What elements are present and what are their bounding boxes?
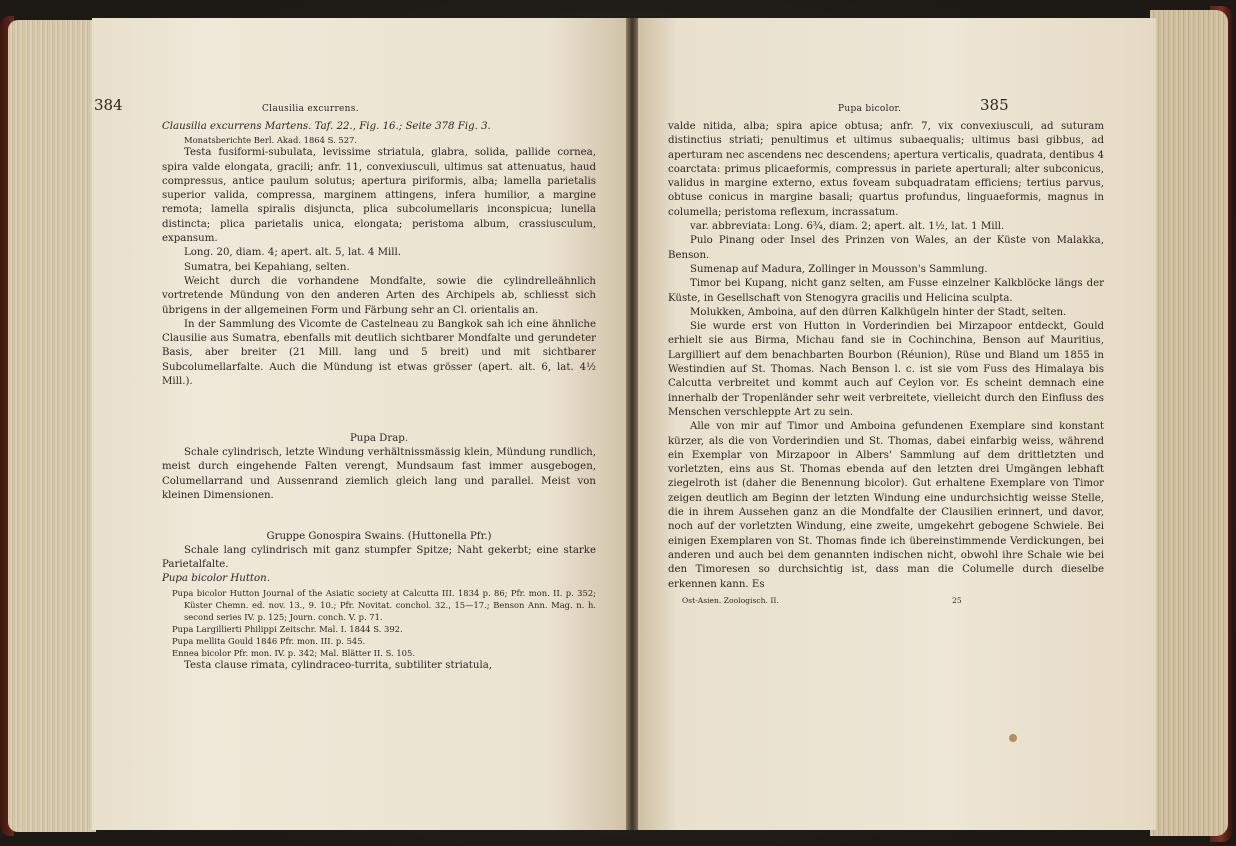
left-page-text [94, 96, 596, 673]
left_page-paragraph: Long. 20, diam. 4; apert. alt. 5, lat. 4 Mill. [184, 247, 402, 259]
page-edges-left [8, 20, 96, 832]
left_page-paragraph: Pupa Drap. [349, 432, 409, 444]
left_page-paragraph: Schale cylindrisch, letzte Windung verhältnissmässig klein, Mündung rundlich, meist durch eingehende Falten verengt, Mundsaum fast immer ausgebogen, Columellarrand und Aussenrand ziemlich gleich lang und parallel. Meist von kleinen Dimensionen. [162, 447, 596, 501]
left_page-paragraph: Sumatra, bei Kepahiang, selten. [184, 261, 350, 273]
left_page-paragraph: Pupa Largillierti Philippi Zeitschr. Mal. I. 1844 S. 392. [172, 623, 403, 634]
right_page-paragraph: Sie wurde erst von Hutton in Vorderindien bei Mirzapoor entdeckt, Gould erhielt sie aus Birma, Michau fand sie in Cochinchina, Benson auf Mauritius, Largilliert auf dem benachbarten Bourbon (Réunion), Rüse und Bland um 1855 in Westindien auf St. Thomas. Nach Benson l. c. ist sie vom Fuss des Himalaya bis Calcutta verbreitet und kommt auch auf Ceylon vor. Es scheint demnach eine innerhalb der Tropenländer sehr weit verbreitete, vielleicht durch den Einfluss des Menschen verschleppte Art zu sein. [668, 321, 1104, 418]
left_page-paragraph: Pupa bicolor Hutton. [162, 573, 270, 585]
right_page-paragraph: valde nitida, alba; spira apice obtusa; anfr. 7, vix convexiusculi, ad suturam distinctius striati; penultimus et ultimus subaequalis; ultimus basi gibbus, ad aperturam nec ascendens nec descendens; apertura verticalis, quadrata, dentibus 4 coarctata: primus plicaeformis, compressus in pariete aperturali; alter subconicus, validus in margine externo, extus foveam subquadratam efficiens; tertius parvus, obtuse conicus in margine basali; quartus profundus, linguaeformis, magnus in columella; peristoma reflexum, incrassatum. [668, 121, 1104, 218]
paper-stain [1009, 734, 1017, 742]
left-page-header [94, 96, 596, 120]
right-page-footer [668, 594, 1104, 608]
left_page-paragraph: Ennea bicolor Pfr. mon. IV. p. 342; Mal. Blätter II. S. 105. [172, 647, 415, 658]
left_page-paragraph [162, 513, 596, 519]
left_page-paragraph: In der Sammlung des Vicomte de Castelneau zu Bangkok sah ich eine ähnliche Clausilie aus Sumatra, ebenfalls mit deutlich sichtbarer Mondfalte und gerundeter Basis, aber breiter (21 Mill. lang und 5 breit) und mit sichtbarer Subcolumellarfalte. Auch die Mündung ist etwas grösser (apert. alt. 6, lat. 4½ Mill.). [162, 318, 596, 388]
left-page-body [162, 120, 596, 673]
right-page-text [668, 98, 1104, 608]
left_page-paragraph [162, 400, 596, 422]
page-edges-right [1150, 10, 1228, 836]
right_page-paragraph: var. abbreviata: Long. 6¾, diam. 2; apert. alt. 1½, lat. 1 Mill. [690, 221, 1005, 233]
left_page-paragraph: Weicht durch die vorhandene Mondfalte, sowie die cylindrelleähnlich vortretende Mündung von den anderen Arten des Archipels ab, schliesst sich übrigens in der allgemeinen Form und Färbung sehr an Cl. orientalis an. [162, 275, 596, 316]
left_page-paragraph: Schale lang cylindrisch mit ganz stumpfer Spitze; Naht gekerbt; eine starke Parietalfalte. [162, 544, 596, 571]
right-page-number: 385 [980, 96, 1009, 114]
footer-signature: Ost-Asien. Zoologisch. II. [682, 595, 779, 605]
right-running-title: Pupa bicolor. [838, 104, 902, 114]
right-page-body [668, 120, 1104, 592]
left-page-number: 384 [94, 96, 123, 114]
left_page-paragraph: Testa fusiformi-subulata, levissime striatula, glabra, solida, pallide cornea, spira valde elongata, gracili; anfr. 11, convexiusculi, ultimus sat attenuatus, haud compressus, antice paulum solutus; apertura piriformis, alba; lamella parietalis superior valida, compressa, marginem attingens, infera humilior, a margine remota; lamella spiralis disjuncta, plica subcolumellaris inconspicua; lunella distincta; plica parietalis unica, elongata; peristoma album, crassiusculum, expansum. [162, 147, 596, 245]
right_page-paragraph: Pulo Pinang oder Insel des Prinzen von Wales, an der Küste von Malakka, Benson. [668, 235, 1104, 261]
left_page-paragraph: Gruppe Gonospira Swains. (Huttonella Pfr.) [266, 530, 492, 542]
right_page-paragraph: Molukken, Amboina, auf den dürren Kalkhügeln hinter der Stadt, selten. [690, 306, 1067, 318]
book-gutter [626, 18, 638, 830]
left_page-paragraph: Clausilia excurrens Martens. Taf. 22., Fig. 16.; Seite 378 Fig. 3. [162, 121, 491, 132]
left_page-paragraph: Testa clause rimata, cylindraceo-turrita, subtiliter striatula, [184, 659, 493, 671]
right_page-paragraph: Sumenap auf Madura, Zollinger in Mousson's Sammlung. [690, 263, 988, 275]
left-running-title: Clausilia excurrens. [262, 104, 359, 114]
left_page-paragraph: Pupa bicolor Hutton Journal of the Asiatic society at Calcutta III. 1834 p. 86; Pfr. mon. II. p. 352; Küster Chemn. ed. nov. 13., 9. 10.; Pfr. Novitat. conchol. 32., 15—17.; Benson Ann. Mag. n. h. second series IV. p. 125; Journ. conch. V. p. 71. [172, 587, 596, 622]
footer-sheet-number: 25 [952, 595, 962, 605]
right_page-paragraph: Timor bei Kupang, nicht ganz selten, am Fusse einzelner Kalkblöcke längs der Küste, in Gesellschaft von Stenogyra gracilis und Helicina sculpta. [668, 278, 1104, 304]
right-page-header [668, 98, 1104, 120]
left_page-paragraph: Monatsberichte Berl. Akad. 1864 S. 527. [184, 135, 358, 146]
right_page-paragraph: Alle von mir auf Timor und Amboina gefundenen Exemplare sind konstant kürzer, als die von Vorderindien und St. Thomas, dabei einfarbig weiss, während ein Exemplar von Mirzapoor in Albers' Sammlung auf dem drittletzten und vorletzten, eins aus St. Thomas ebenda auf den letzten drei Umgängen lebhaft ziegelroth ist (daher die Benennung bicolor). Gut erhaltene Exemplare von Timor zeigen deutlich am Beginn der letzten Windung eine undurchsichtig weisse Stelle, die in ihrem Aussehen ganz an die Mondfalte der Clausilien erinnert, und davor, noch auf der vorletzten Windung, eine zweite, umgekehrt gebogene Schwiele. Bei einigen Exemplaren von St. Thomas finde ich übereinstimmende Verdickungen, bei anderen und auch bei dem genannten indischen nicht, obwohl ihre Schale wie bei den Timoresen so durchsichtig ist, dass man die Columelle durch dieselbe erkennen kann. Es [668, 421, 1104, 590]
left_page-paragraph: Pupa mellita Gould 1846 Pfr. mon. III. p. 545. [172, 635, 366, 646]
